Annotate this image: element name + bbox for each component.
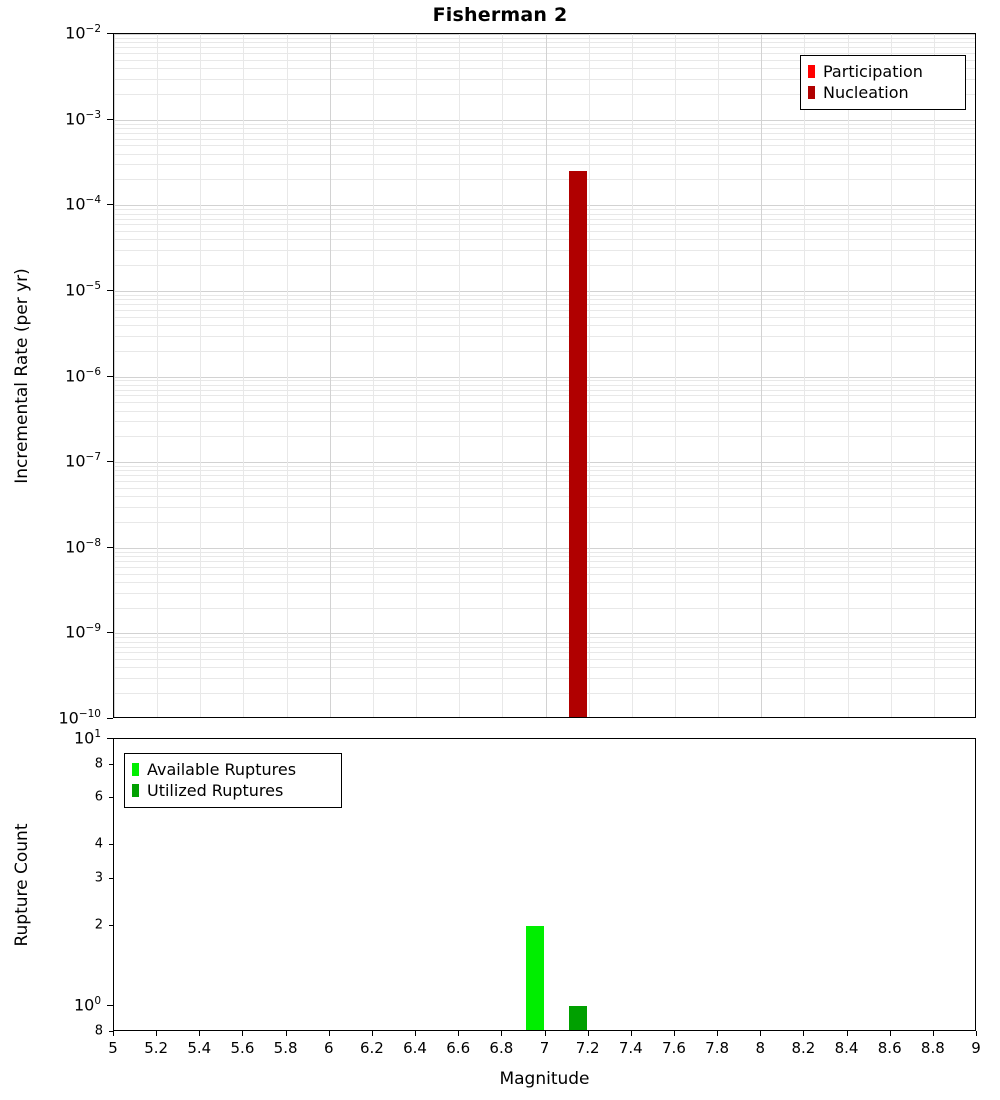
x-tick bbox=[156, 1031, 157, 1036]
bottom-y-axis-title: Rupture Count bbox=[12, 822, 32, 947]
y-tick bbox=[109, 844, 113, 845]
x-tick-label: 5.8 bbox=[273, 1039, 298, 1057]
y-tick-label: $10^{-6}$ bbox=[65, 365, 101, 385]
legend-swatch-utilized-ruptures bbox=[132, 784, 139, 797]
y-tick bbox=[107, 1005, 113, 1006]
y-tick-label: 4 bbox=[94, 836, 103, 852]
x-tick-label: 9 bbox=[971, 1039, 981, 1057]
x-tick-label: 6.6 bbox=[446, 1039, 471, 1057]
gridline-vertical bbox=[157, 34, 158, 717]
legend-swatch-nucleation bbox=[808, 86, 815, 99]
gridline-vertical bbox=[416, 34, 417, 717]
y-tick-label: 8 bbox=[94, 1023, 103, 1039]
x-tick bbox=[847, 1031, 848, 1036]
y-tick-label: $10^{-7}$ bbox=[65, 451, 101, 471]
legend-item-participation bbox=[808, 61, 958, 82]
top-y-axis-title: Incremental Rate (per yr) bbox=[12, 267, 32, 484]
y-tick bbox=[109, 878, 113, 879]
legend-label-available-ruptures: Available Ruptures bbox=[147, 760, 297, 779]
gridline-vertical bbox=[330, 34, 331, 717]
gridline-vertical bbox=[200, 34, 201, 717]
x-tick-label: 6.4 bbox=[403, 1039, 427, 1057]
y-tick-label: $10^{-10}$ bbox=[58, 708, 101, 728]
gridline-vertical bbox=[804, 34, 805, 717]
legend-item-available-ruptures bbox=[132, 759, 334, 780]
x-tick bbox=[199, 1031, 200, 1036]
gridline-vertical bbox=[546, 34, 547, 717]
x-tick-label: 6.2 bbox=[359, 1039, 384, 1057]
y-tick bbox=[107, 119, 113, 120]
legend-swatch-participation bbox=[808, 65, 815, 78]
bar-available-ruptures bbox=[526, 926, 544, 1031]
x-tick-label: 8.8 bbox=[920, 1039, 945, 1057]
x-tick-label: 7.8 bbox=[705, 1039, 730, 1057]
x-tick bbox=[545, 1031, 546, 1036]
gridline-vertical bbox=[632, 34, 633, 717]
y-tick-label: $10^0$ bbox=[73, 995, 101, 1015]
y-tick bbox=[107, 461, 113, 462]
x-tick bbox=[329, 1031, 330, 1036]
y-tick-label: $10^{-3}$ bbox=[65, 108, 101, 129]
y-tick bbox=[107, 33, 113, 34]
x-tick-label: 5.2 bbox=[144, 1039, 169, 1057]
y-tick bbox=[107, 547, 113, 548]
y-tick bbox=[107, 738, 113, 739]
gridline-vertical bbox=[848, 34, 849, 717]
legend-label-nucleation: Nucleation bbox=[823, 83, 909, 102]
x-tick bbox=[717, 1031, 718, 1036]
y-tick bbox=[107, 204, 113, 205]
y-tick bbox=[107, 632, 113, 633]
x-tick-label: 5.4 bbox=[187, 1039, 212, 1057]
y-tick-label: $10^{-8}$ bbox=[65, 536, 101, 557]
x-tick-label: 8.2 bbox=[791, 1039, 816, 1057]
page-title: Fisherman 2 bbox=[432, 4, 568, 26]
gridline-vertical bbox=[502, 34, 503, 717]
x-tick bbox=[458, 1031, 459, 1036]
y-tick bbox=[107, 376, 113, 377]
x-tick-label: 8.6 bbox=[877, 1039, 902, 1057]
legend-label-participation: Participation bbox=[823, 62, 923, 81]
x-tick bbox=[372, 1031, 373, 1036]
gridline-vertical bbox=[761, 34, 762, 717]
y-tick-label: $10^{-2}$ bbox=[65, 23, 101, 43]
incremental-rate-plot bbox=[113, 33, 976, 718]
gridline-vertical bbox=[718, 34, 719, 717]
gridline-vertical bbox=[114, 34, 115, 717]
x-axis-title: Magnitude bbox=[499, 1069, 590, 1089]
y-tick-label: $10^{-4}$ bbox=[65, 194, 101, 214]
gridline-vertical bbox=[934, 34, 935, 717]
x-tick bbox=[631, 1031, 632, 1036]
x-tick bbox=[674, 1031, 675, 1036]
bar-nucleation bbox=[569, 171, 587, 718]
y-tick-label: 3 bbox=[94, 870, 103, 886]
y-tick bbox=[107, 290, 113, 291]
x-tick bbox=[113, 1031, 114, 1036]
x-tick-label: 6.8 bbox=[489, 1039, 514, 1057]
y-tick-label: 2 bbox=[94, 917, 103, 933]
bar-utilized-ruptures bbox=[569, 1006, 587, 1031]
gridline-vertical bbox=[459, 34, 460, 717]
x-tick bbox=[760, 1031, 761, 1036]
legend-item-utilized-ruptures bbox=[132, 780, 334, 801]
y-tick-label: 6 bbox=[94, 789, 103, 805]
gridline-vertical bbox=[287, 34, 288, 717]
x-tick bbox=[501, 1031, 502, 1036]
gridline-vertical bbox=[243, 34, 244, 717]
y-tick-label: $10^{-5}$ bbox=[65, 280, 101, 300]
x-tick-label: 7 bbox=[539, 1039, 550, 1057]
x-tick-label: 7.2 bbox=[575, 1039, 600, 1057]
legend-item-nucleation bbox=[808, 82, 958, 103]
x-tick-label: 6 bbox=[323, 1039, 334, 1057]
x-tick-label: 5 bbox=[108, 1039, 118, 1057]
x-tick bbox=[890, 1031, 891, 1036]
y-tick-label: $10^{-9}$ bbox=[65, 622, 101, 642]
top-legend bbox=[800, 55, 966, 110]
y-tick bbox=[109, 797, 113, 798]
y-tick bbox=[109, 764, 113, 765]
gridline-vertical bbox=[373, 34, 374, 717]
gridline-vertical bbox=[589, 34, 590, 717]
x-tick bbox=[415, 1031, 416, 1036]
gridline-vertical bbox=[675, 34, 676, 717]
bottom-legend bbox=[124, 753, 342, 808]
x-tick-label: 7.6 bbox=[662, 1039, 686, 1057]
y-tick bbox=[107, 718, 113, 719]
x-tick bbox=[242, 1031, 243, 1036]
x-tick bbox=[803, 1031, 804, 1036]
y-tick-label: $10^1$ bbox=[73, 728, 101, 748]
x-tick bbox=[286, 1031, 287, 1036]
x-tick-label: 7.4 bbox=[618, 1039, 643, 1057]
x-tick-label: 8.4 bbox=[834, 1039, 859, 1057]
x-tick-label: 5.6 bbox=[230, 1039, 255, 1057]
x-tick bbox=[933, 1031, 934, 1036]
x-tick bbox=[976, 1031, 977, 1036]
y-tick-label: 8 bbox=[94, 756, 103, 772]
y-tick bbox=[109, 925, 113, 926]
legend-swatch-available-ruptures bbox=[132, 763, 139, 776]
x-tick bbox=[588, 1031, 589, 1036]
x-tick-label: 8 bbox=[755, 1039, 766, 1057]
legend-label-utilized-ruptures: Utilized Ruptures bbox=[147, 781, 284, 800]
gridline-vertical bbox=[891, 34, 892, 717]
